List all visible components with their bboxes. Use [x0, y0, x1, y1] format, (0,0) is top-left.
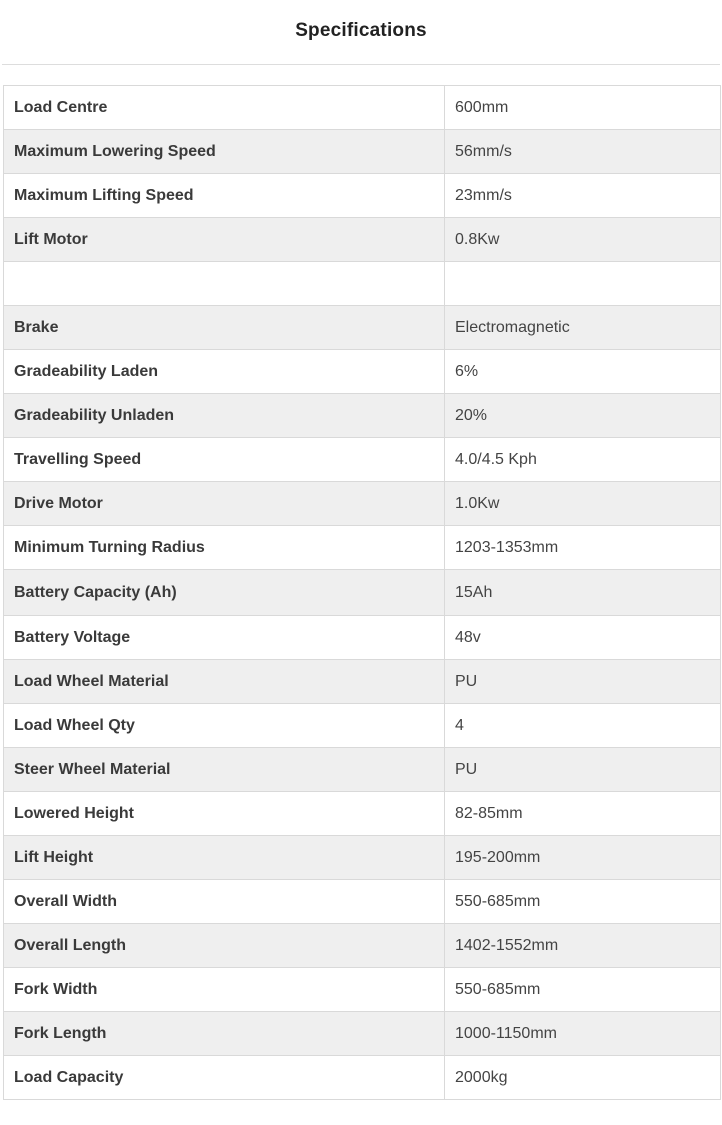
- spec-value: 1000-1150mm: [445, 1012, 721, 1056]
- table-row: [4, 616, 721, 660]
- spec-value: 23mm/s: [445, 174, 721, 218]
- spec-label: Fork Width: [4, 968, 445, 1012]
- spec-value: 2000kg: [445, 1056, 721, 1100]
- spec-label: Load Capacity: [4, 1056, 445, 1100]
- spec-value: 4.0/4.5 Kph: [445, 438, 721, 482]
- spec-label: Overall Width: [4, 880, 445, 924]
- spec-label: Travelling Speed: [4, 438, 445, 482]
- spec-value: PU: [445, 660, 721, 704]
- spec-value: 1402-1552mm: [445, 924, 721, 968]
- table-row: [4, 1056, 721, 1100]
- spec-value: 4: [445, 704, 721, 748]
- spec-label: Steer Wheel Material: [4, 748, 445, 792]
- table-row: [4, 570, 721, 616]
- table-row: [4, 526, 721, 570]
- table-row-empty: [4, 262, 721, 306]
- table-row: [4, 880, 721, 924]
- spec-label: Load Wheel Material: [4, 660, 445, 704]
- spec-value: 20%: [445, 394, 721, 438]
- spec-label: Lift Height: [4, 836, 445, 880]
- spec-label: Battery Capacity (Ah): [4, 570, 445, 616]
- spec-label: Minimum Turning Radius: [4, 526, 445, 570]
- table-row: [4, 1012, 721, 1056]
- table-row: [4, 350, 721, 394]
- spec-label: Lowered Height: [4, 792, 445, 836]
- spec-label: Fork Length: [4, 1012, 445, 1056]
- spec-value: 82-85mm: [445, 792, 721, 836]
- spec-value: 48v: [445, 616, 721, 660]
- specifications-table-body: [4, 86, 721, 1100]
- table-row: [4, 968, 721, 1012]
- specifications-header: [2, 0, 720, 65]
- spec-value: 6%: [445, 350, 721, 394]
- spec-value: 600mm: [445, 86, 721, 130]
- spec-label: Brake: [4, 306, 445, 350]
- spec-label: Overall Length: [4, 924, 445, 968]
- spec-label: Lift Motor: [4, 218, 445, 262]
- spec-value: 56mm/s: [445, 130, 721, 174]
- page-title: Specifications: [295, 20, 427, 41]
- table-row: [4, 482, 721, 526]
- spec-value: PU: [445, 748, 721, 792]
- spec-value: Electromagnetic: [445, 306, 721, 350]
- spec-value: [445, 262, 721, 306]
- table-row: [4, 394, 721, 438]
- spec-label: [4, 262, 445, 306]
- spec-value: 15Ah: [445, 570, 721, 616]
- table-row: [4, 218, 721, 262]
- spec-label: Maximum Lifting Speed: [4, 174, 445, 218]
- table-row: [4, 792, 721, 836]
- spec-label: Load Centre: [4, 86, 445, 130]
- spec-label: Gradeability Laden: [4, 350, 445, 394]
- table-row: [4, 704, 721, 748]
- spec-value: 1.0Kw: [445, 482, 721, 526]
- spec-label: Drive Motor: [4, 482, 445, 526]
- table-row: [4, 438, 721, 482]
- table-row: [4, 660, 721, 704]
- table-row: [4, 748, 721, 792]
- table-row: [4, 924, 721, 968]
- spec-value: 0.8Kw: [445, 218, 721, 262]
- spec-value: 195-200mm: [445, 836, 721, 880]
- spec-label: Battery Voltage: [4, 616, 445, 660]
- spec-value: 1203-1353mm: [445, 526, 721, 570]
- table-row: [4, 836, 721, 880]
- spec-label: Gradeability Unladen: [4, 394, 445, 438]
- table-row: [4, 130, 721, 174]
- spec-value: 550-685mm: [445, 880, 721, 924]
- table-row: [4, 306, 721, 350]
- table-row: [4, 86, 721, 130]
- spec-value: 550-685mm: [445, 968, 721, 1012]
- specifications-table: [3, 85, 721, 1100]
- spec-label: Load Wheel Qty: [4, 704, 445, 748]
- table-row: [4, 174, 721, 218]
- spec-label: Maximum Lowering Speed: [4, 130, 445, 174]
